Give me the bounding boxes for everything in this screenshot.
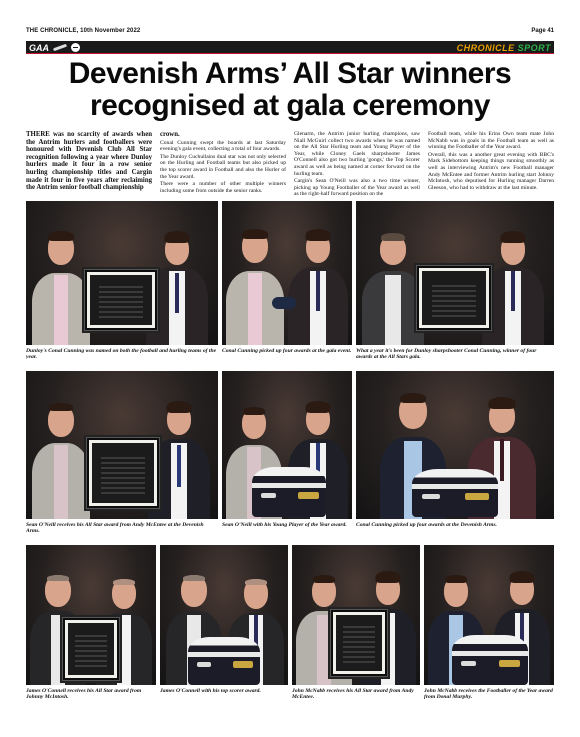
gaa-logo — [29, 42, 89, 53]
lead-paragraph: THERE was no scarcity of awards when the Antrim hurlers and footballers were honoured with Devenish Club All Star recognition following a year where Dunloy hurlers made it four in a row senior hurling championship titles and Cargin made it four in five years after reclaiming the Antrim senior football championship — [26, 131, 152, 192]
photo-john-mcnabb-frame — [292, 545, 420, 685]
brand-chronicle: CHRONICLE — [456, 42, 515, 53]
award-frame — [82, 267, 160, 333]
headline-line-2: recognised at gala ceremony — [90, 89, 490, 122]
photo-caption: Dunloy's Conal Cunning was named on both the football and hurling teams of the year. — [26, 348, 217, 361]
photo-caption: Conal Cunning picked up four awards at the gala event. — [222, 348, 352, 354]
paragraph: The Dunloy Cuchullains dual star was not only selected on the Hurling and Football teams but also picked up the top scorer award in Football and also the Hurler of the Year award. — [160, 153, 286, 180]
paragraph: Football team, while his Erins Own team mate John McNabb was in goals in the Football team as well as winning the Footballer of the Year award. — [428, 131, 554, 151]
article-column-2 — [160, 131, 286, 199]
paragraph: Glenarm, the Antrim junior hurling champions, saw Niall McGuirl collect two awards when he was named on the All Star Hurling team and Young Player of the Year, while Cloney Gaels sharpshooter James O'Connell also got two hurling 'gongs,' the Top Scorer award as well as being named at corner forward on the hurling team. — [294, 131, 420, 177]
photo-conal-cunning-jersey — [356, 371, 554, 519]
person — [32, 393, 90, 519]
article-body — [26, 131, 554, 199]
section-banner — [26, 41, 554, 54]
page-header — [26, 25, 554, 37]
gaa-jersey — [188, 637, 260, 685]
photo-caption: What a year it's been for Dunloy sharpshooter Conal Cunning, winner of four awards at the All Stars gala. — [356, 348, 537, 361]
gaa-jersey — [252, 467, 326, 517]
chronicle-sport-logo — [457, 42, 551, 53]
photo-grid — [26, 201, 554, 713]
award-frame — [84, 435, 162, 511]
photo-caption: Sean O'Neill with his Young Player of the Year award. — [222, 522, 347, 528]
article-column-4 — [428, 131, 554, 199]
article-headline — [26, 58, 554, 126]
award-frame — [414, 263, 494, 333]
hurley-icon — [53, 44, 67, 52]
paper-date: THE CHRONICLE, 10th November 2022 — [26, 28, 141, 34]
photo-caption: John McNabb receives the Footballer of the Year award from Donal Murphy. — [424, 688, 553, 701]
headline-line-1: Devenish Arms’ All Star winners — [68, 57, 512, 90]
person — [226, 221, 284, 345]
article-column-3 — [294, 131, 420, 199]
photo-conal-cunning-awards — [222, 201, 352, 345]
football-icon — [71, 43, 80, 52]
photo-james-oconnell-jersey — [160, 545, 288, 685]
award-frame — [328, 607, 390, 679]
paragraph: Overall, this was a another great evening with BBC's Mark Sidebottom keeping things running smoothly as well as interviewing Antrim's new Football manager Andy McEntee and former Antrim hurling start Johnny McIntosh, who deputised for Hurling manager Darren Gleeson, who had to withdraw at the last minute. — [428, 151, 554, 191]
photo-caption: James O'Connell with his top scorer award. — [160, 688, 261, 694]
person — [288, 223, 348, 345]
photo-sean-oneill-award — [26, 371, 218, 519]
gaa-jersey — [412, 469, 498, 517]
paragraph: There were a number of other multiple winners including some from outside the senior ranks. — [160, 181, 286, 194]
gaa-jersey — [452, 635, 528, 685]
gaa-label: GAA — [29, 42, 49, 53]
photo-caption: John McNabb receives his All Star award from Andy McEntee. — [292, 688, 414, 701]
paragraph: Cargin's Sean O'Neill was also a two time winner, picking up Young Footballer of the Year award as well as the right-half forward position on the — [294, 178, 420, 198]
photo-caption: Conal Cunning picked up four awards at the Devenish Arms. — [356, 522, 497, 528]
photo-sean-oneill-jersey — [222, 371, 352, 519]
photo-caption: James O'Connell receives his All Star award from Johnny McIntosh. — [26, 688, 142, 701]
lead-paragraph-end: crown. — [160, 131, 180, 138]
brand-sport: SPORT — [517, 42, 551, 53]
photo-james-oconnell-frame — [26, 545, 156, 685]
page-number: Page 41 — [531, 28, 554, 34]
photo-caption: Sean O'Neill receives his All Star award from Andy McEntee at the Devenish Arms. — [26, 522, 204, 535]
photo-john-mcnabb-jersey — [424, 545, 554, 685]
paragraph: Conal Cunning swept the boards at last Saturday evening's gala event, collecting a total of four awards. — [160, 139, 286, 153]
award-trophy — [272, 297, 296, 309]
award-frame — [60, 615, 122, 683]
photo-conal-cunning-gala — [356, 201, 554, 345]
photo-conal-cunning-frame — [26, 201, 218, 345]
article-column-1 — [26, 131, 152, 199]
